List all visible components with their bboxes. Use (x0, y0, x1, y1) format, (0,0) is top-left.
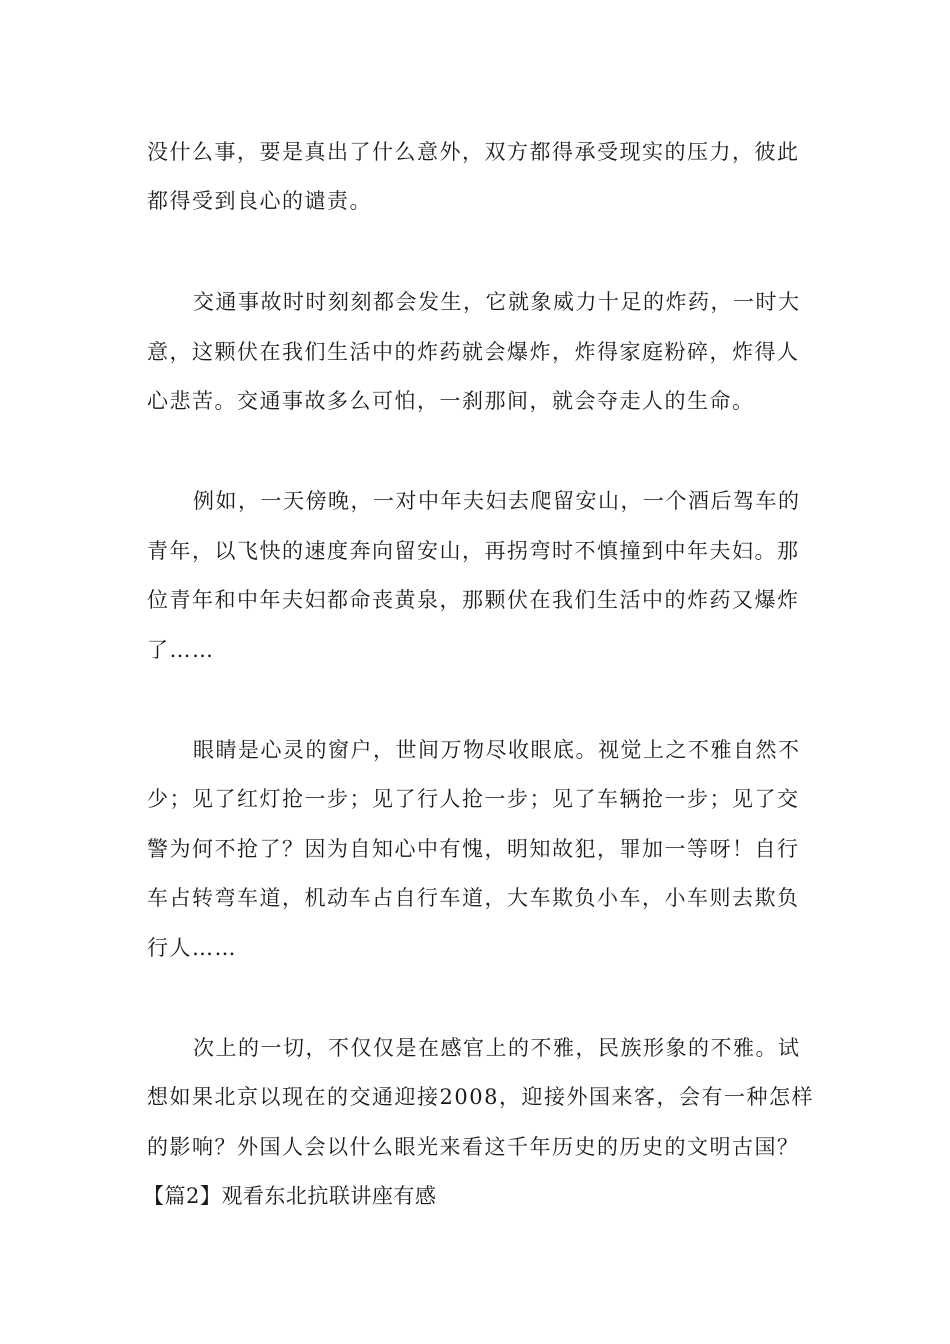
paragraph-line: 例如，一天傍晚，一对中年夫妇去爬留安山，一个酒后驾车的 (193, 489, 801, 513)
paragraph-line: 行人…… (147, 936, 237, 960)
section-heading: 【篇2】观看东北抗联讲座有感 (143, 1184, 437, 1208)
paragraph-line: 眼睛是心灵的窗户，世间万物尽收眼底。视觉上之不雅自然不 (193, 738, 801, 762)
paragraph-line: 都得受到良心的谴责。 (147, 189, 372, 213)
paragraph-line: 的影响？外国人会以什么眼光来看这千年历史的历史的文明古国？ (147, 1135, 800, 1159)
paragraph-line: 车占转弯车道，机动车占自行车道，大车欺负小车，小车则去欺负 (147, 886, 800, 910)
paragraph-line: 没什么事，要是真出了什么意外，双方都得承受现实的压力，彼此 (147, 140, 800, 164)
paragraph-line: 心悲苦。交通事故多么可怕，一刹那间，就会夺走人的生命。 (147, 389, 755, 413)
paragraph-line: 青年，以飞快的速度奔向留安山，再拐弯时不慎撞到中年夫妇。那 (147, 539, 800, 563)
paragraph-line: 警为何不抢了？因为自知心中有愧，明知故犯，罪加一等呀！自行 (147, 837, 800, 861)
paragraph-line: 想如果北京以现在的交通迎接2008，迎接外国来客，会有一种怎样 (147, 1085, 814, 1109)
paragraph-line: 位青年和中年夫妇都命丧黄泉，那颗伏在我们生活中的炸药又爆炸 (147, 588, 800, 612)
paragraph-line: 少；见了红灯抢一步；见了行人抢一步；见了车辆抢一步；见了交 (147, 787, 800, 811)
paragraph-line: 次上的一切，不仅仅是在感官上的不雅，民族形象的不雅。试 (193, 1036, 801, 1060)
paragraph-line: 交通事故时时刻刻都会发生，它就象威力十足的炸药，一时大 (193, 290, 801, 314)
paragraph-line: 意，这颗伏在我们生活中的炸药就会爆炸，炸得家庭粉碎，炸得人 (147, 340, 800, 364)
paragraph-line: 了…… (147, 638, 215, 662)
